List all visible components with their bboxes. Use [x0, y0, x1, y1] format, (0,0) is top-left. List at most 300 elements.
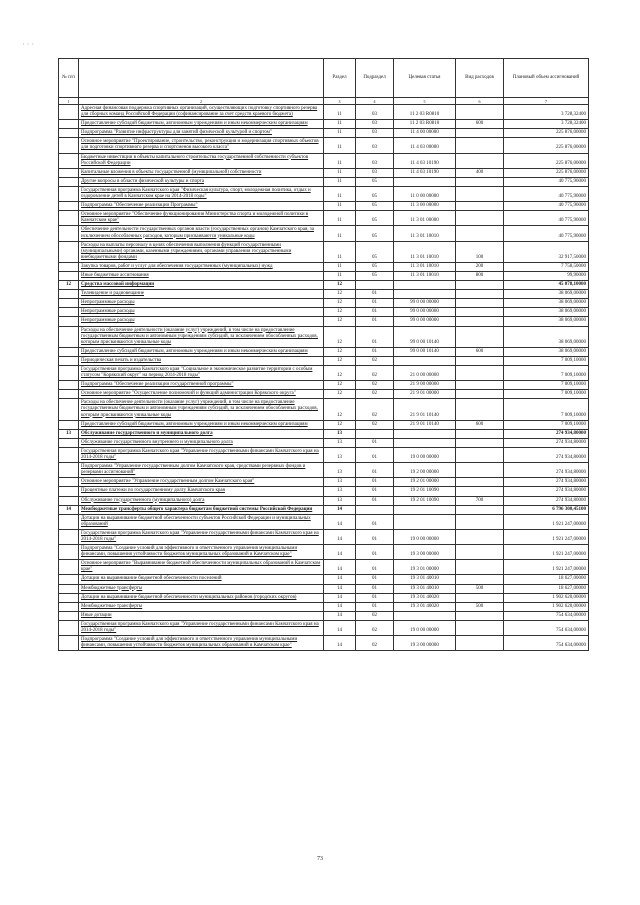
table-row [59, 593, 589, 602]
row-name-text: Государственная программа Камчатского края "Управление государственными финансами Камчатского края на 2014-2018 годы" [81, 621, 319, 633]
row-razdel-cell: 13 [324, 463, 356, 478]
row-number-cell [59, 602, 79, 611]
table-row [59, 366, 589, 381]
row-name-text: Подпрограмма "Управление государственным долгом Камчатского края, средствами резервных фондов и резервами ассигнований" [81, 464, 306, 476]
table-row [59, 514, 589, 529]
col-number: 3 [324, 98, 356, 105]
row-podrazdel-cell: 02 [356, 611, 394, 620]
row-vid-cell [456, 317, 504, 326]
row-name-cell [79, 487, 324, 496]
col-number: 4 [356, 98, 394, 105]
row-celevaya-cell: 19 3 01 40010 [394, 575, 456, 584]
row-name-text: Межбюджетные трансферты [81, 585, 143, 591]
row-name-cell [79, 438, 324, 447]
row-razdel-cell: 11 [324, 226, 356, 241]
row-amount-cell: 225 876,00000 [504, 138, 589, 153]
row-name-cell [79, 560, 324, 575]
table-row [59, 478, 589, 487]
row-number-cell [59, 478, 79, 487]
row-razdel-cell: 11 [324, 105, 356, 120]
row-razdel-cell: 12 [324, 381, 356, 390]
row-podrazdel-cell: 01 [356, 308, 394, 317]
row-celevaya-cell: 19 2 01 10090 [394, 496, 456, 505]
row-name-text: Основное мероприятие "Управление государственным долгом Камчатского края" [81, 479, 255, 485]
row-number-cell [59, 153, 79, 168]
row-number-cell [59, 290, 79, 299]
col-number: 5 [394, 98, 456, 105]
row-number-cell [59, 438, 79, 447]
row-name-text: Подпрограмма "Развитие инфраструктуры для занятий физической культурой и спортом" [81, 130, 272, 136]
row-amount-cell: 754 634,00000 [504, 636, 589, 651]
row-amount-cell: 1 921 247,00000 [504, 529, 589, 544]
row-name-cell [79, 429, 324, 438]
row-podrazdel-cell [356, 505, 394, 514]
row-amount-cell: 754 634,00000 [504, 620, 589, 635]
row-name-text: Подпрограмма "Создание условий для эффективного и ответственного управления муниципальными финансами, повышения устойчивости бюджетов муниципальных образований в Камчатском крае" [81, 637, 298, 649]
row-razdel-cell: 14 [324, 529, 356, 544]
row-name-cell [79, 390, 324, 399]
row-podrazdel-cell: 03 [356, 153, 394, 168]
row-number-cell [59, 105, 79, 120]
row-name-cell [79, 447, 324, 462]
table-row [59, 129, 589, 138]
row-vid-cell [456, 514, 504, 529]
row-name-cell [79, 356, 324, 365]
row-number-cell: 12 [59, 281, 79, 290]
table-row [59, 299, 589, 308]
row-name-cell [79, 262, 324, 271]
row-vid-cell [456, 326, 504, 347]
row-celevaya-cell: 19 3 00 00000 [394, 636, 456, 651]
row-name-text: Государственная программа Камчатского края "Физическая культура, спорт, молодежная политика, отдых и оздоровление детей в Камчатском крае на 2014-2018 годы" [81, 187, 311, 200]
table-row [59, 290, 589, 299]
table-row [59, 226, 589, 241]
row-razdel-cell: 12 [324, 308, 356, 317]
row-name-text: Иные дотации [81, 612, 112, 618]
row-vid-cell [456, 447, 504, 462]
row-celevaya-cell: 19 3 00 00000 [394, 545, 456, 560]
row-razdel-cell: 12 [324, 317, 356, 326]
row-podrazdel-cell: 05 [356, 271, 394, 280]
col-header-celevaya: Целевая статья [394, 59, 456, 98]
row-name-text: Предоставление субсидий бюджетным, автономным учреждениям и иным некоммерческим организациям [81, 348, 308, 354]
row-name-cell [79, 281, 324, 290]
table-row [59, 429, 589, 438]
row-number-cell: 13 [59, 429, 79, 438]
row-celevaya-cell [394, 281, 456, 290]
row-number-cell [59, 390, 79, 399]
row-number-cell [59, 308, 79, 317]
row-razdel-cell: 13 [324, 478, 356, 487]
row-number-cell [59, 168, 79, 177]
table-row [59, 120, 589, 129]
row-podrazdel-cell: 05 [356, 186, 394, 201]
row-name-cell [79, 478, 324, 487]
row-name-text: Непрограммные расходы [81, 300, 135, 306]
row-name-cell [79, 129, 324, 138]
row-amount-cell: 7 009,10000 [504, 366, 589, 381]
row-celevaya-cell: 21 9 01 10140 [394, 399, 456, 420]
row-name-text: Капитальные вложения в объекты государственной (муниципальной) собственности [81, 169, 262, 175]
row-vid-cell [456, 529, 504, 544]
row-name-cell [79, 138, 324, 153]
row-podrazdel-cell: 03 [356, 129, 394, 138]
row-podrazdel-cell: 05 [356, 226, 394, 241]
row-razdel-cell: 12 [324, 356, 356, 365]
table-row [59, 438, 589, 447]
row-podrazdel-cell: 02 [356, 381, 394, 390]
row-podrazdel-cell: 01 [356, 447, 394, 462]
row-podrazdel-cell: 03 [356, 168, 394, 177]
row-celevaya-cell [394, 514, 456, 529]
row-vid-cell [456, 186, 504, 201]
row-vid-cell: 100 [456, 241, 504, 262]
row-vid-cell [456, 560, 504, 575]
row-vid-cell [456, 281, 504, 290]
row-name-text: Обслуживание государственного внутреннего и муниципального долга [81, 439, 233, 445]
row-razdel-cell: 12 [324, 390, 356, 399]
row-vid-cell [456, 575, 504, 584]
row-number-cell [59, 399, 79, 420]
row-name-text: Подпрограмма "Обеспечение реализации Программы" [81, 203, 198, 209]
row-podrazdel-cell: 05 [356, 202, 394, 211]
row-number-cell: 14 [59, 505, 79, 514]
row-number-cell [59, 487, 79, 496]
row-razdel-cell: 11 [324, 168, 356, 177]
row-podrazdel-cell: 05 [356, 177, 394, 186]
table-body [59, 105, 589, 651]
row-amount-cell: 40 775,90000 [504, 177, 589, 186]
col-number: 6 [456, 98, 504, 105]
row-number-cell [59, 545, 79, 560]
table-row [59, 202, 589, 211]
row-podrazdel-cell: 01 [356, 290, 394, 299]
row-name-text: Бюджетные инвестиции в объекты капитального строительства государственной собственности субъектов Российской Федерации [81, 154, 309, 166]
row-amount-cell: 274 934,80000 [504, 438, 589, 447]
row-podrazdel-cell: 01 [356, 529, 394, 544]
row-number-cell [59, 381, 79, 390]
row-podrazdel-cell: 03 [356, 105, 394, 120]
row-name-text: Дотации на выравнивание бюджетной обеспеченности муниципальных районов (городских округов) [81, 594, 297, 600]
row-name-text: Обеспечение деятельности государственных органов власти (государственных органов) Камчатского края, за исключением обособленных расходов, которым присваиваются уникальные коды [81, 227, 314, 239]
row-razdel-cell: 13 [324, 496, 356, 505]
row-name-text: Основное мероприятие "Обеспечение функционирования Министерства спорта и молодежной политики в Камчатском крае" [81, 212, 309, 224]
row-name-cell [79, 211, 324, 226]
row-name-text: Периодическая печать и издательства [81, 357, 162, 363]
table-row [59, 262, 589, 271]
row-name-text: Непрограммные расходы [81, 318, 135, 324]
row-celevaya-cell: 99 0 00 10140 [394, 326, 456, 347]
table-row [59, 636, 589, 651]
row-razdel-cell: 12 [324, 299, 356, 308]
row-vid-cell [456, 487, 504, 496]
row-razdel-cell: 13 [324, 438, 356, 447]
row-vid-cell: 600 [456, 347, 504, 356]
row-name-cell [79, 308, 324, 317]
table-row [59, 505, 589, 514]
row-podrazdel-cell: 01 [356, 463, 394, 478]
row-amount-cell: 32 917,50000 [504, 241, 589, 262]
table-row [59, 575, 589, 584]
row-amount-cell: 40 775,90000 [504, 202, 589, 211]
row-amount-cell: 18 627,00000 [504, 584, 589, 593]
row-name-cell [79, 290, 324, 299]
row-name-text: Подпрограмма "Создание условий для эффективного и ответственного управления муниципальными финансами, повышения устойчивости бюджетов муниципальных образований в Камчатском крае" [81, 546, 298, 558]
row-name-cell [79, 226, 324, 241]
row-number-cell [59, 636, 79, 651]
row-celevaya-cell: 11 3 01 10010 [394, 226, 456, 241]
row-name-text: Подпрограмма "Обеспечение реализации государственной программы" [81, 382, 234, 388]
row-name-cell [79, 620, 324, 635]
row-podrazdel-cell: 01 [356, 438, 394, 447]
row-razdel-cell: 12 [324, 347, 356, 356]
row-number-cell [59, 211, 79, 226]
col-header-vid: Вид расходов [456, 59, 504, 98]
row-razdel-cell: 14 [324, 560, 356, 575]
row-celevaya-cell [394, 429, 456, 438]
row-vid-cell: 600 [456, 420, 504, 429]
row-number-cell [59, 529, 79, 544]
row-number-cell [59, 271, 79, 280]
table-row [59, 611, 589, 620]
row-name-text: Иные бюджетные ассигнования [81, 272, 149, 278]
row-amount-cell: 7 009,10000 [504, 420, 589, 429]
col-header-razdel: Раздел [324, 59, 356, 98]
row-number-cell [59, 611, 79, 620]
row-vid-cell [456, 290, 504, 299]
table-row [59, 281, 589, 290]
row-number-cell [59, 620, 79, 635]
row-celevaya-cell [394, 438, 456, 447]
row-number-cell [59, 262, 79, 271]
row-podrazdel-cell: 01 [356, 478, 394, 487]
row-vid-cell [456, 611, 504, 620]
row-number-cell [59, 299, 79, 308]
row-vid-cell: 500 [456, 584, 504, 593]
row-vid-cell [456, 105, 504, 120]
row-razdel-cell: 14 [324, 593, 356, 602]
column-number-row [59, 98, 589, 105]
row-vid-cell [456, 505, 504, 514]
header-row [59, 59, 589, 98]
table-row [59, 326, 589, 347]
row-podrazdel-cell: 01 [356, 299, 394, 308]
budget-table [58, 58, 589, 651]
row-name-text: Непрограммные расходы [81, 309, 135, 315]
row-name-cell [79, 120, 324, 129]
row-celevaya-cell: 11 0 00 00000 [394, 186, 456, 201]
table-row [59, 620, 589, 635]
row-razdel-cell: 11 [324, 153, 356, 168]
row-number-cell [59, 317, 79, 326]
row-name-text: Другие вопросы в области физической культуры и спорта [81, 178, 204, 184]
row-razdel-cell: 14 [324, 636, 356, 651]
row-podrazdel-cell: 01 [356, 593, 394, 602]
row-razdel-cell: 12 [324, 281, 356, 290]
row-razdel-cell: 14 [324, 611, 356, 620]
row-name-cell [79, 575, 324, 584]
row-vid-cell: 600 [456, 120, 504, 129]
row-razdel-cell: 11 [324, 271, 356, 280]
row-razdel-cell: 12 [324, 326, 356, 347]
row-amount-cell: 18 627,00000 [504, 575, 589, 584]
row-name-text: Государственная программа Камчатского края "Управление государственными финансами Камчатского края на 2014-2018 годы" [81, 530, 319, 542]
row-amount-cell: 274 934,80000 [504, 496, 589, 505]
row-amount-cell: 7 009,10000 [504, 356, 589, 365]
row-celevaya-cell: 19 2 01 00000 [394, 478, 456, 487]
row-celevaya-cell [394, 356, 456, 365]
row-vid-cell [456, 636, 504, 651]
table-row [59, 356, 589, 365]
row-vid-cell [456, 356, 504, 365]
row-number-cell [59, 496, 79, 505]
table-row [59, 487, 589, 496]
row-vid-cell: 400 [456, 168, 504, 177]
row-razdel-cell: 11 [324, 186, 356, 201]
row-podrazdel-cell: 02 [356, 420, 394, 429]
row-vid-cell [456, 366, 504, 381]
row-name-text: Расходы на обеспечение деятельности (оказание услуг) учреждений, в том числе на предоставление государственным бюджетным и автономным учреждениям субсидий, за исключением обособленных расходов, которым присваиваются уникальные коды [81, 400, 318, 418]
col-number: 1 [59, 98, 79, 105]
row-razdel-cell: 14 [324, 545, 356, 560]
row-name-cell [79, 496, 324, 505]
row-name-cell [79, 611, 324, 620]
row-celevaya-cell [394, 505, 456, 514]
row-celevaya-cell: 11 4 03 00000 [394, 138, 456, 153]
row-name-cell [79, 271, 324, 280]
row-podrazdel-cell: 01 [356, 545, 394, 560]
row-celevaya-cell: 19 3 01 40010 [394, 584, 456, 593]
row-name-cell [79, 593, 324, 602]
row-celevaya-cell: 99 0 00 00000 [394, 317, 456, 326]
row-vid-cell [456, 399, 504, 420]
row-amount-cell: 3 728,32400 [504, 120, 589, 129]
row-vid-cell [456, 545, 504, 560]
row-celevaya-cell [394, 611, 456, 620]
row-celevaya-cell: 11 3 01 10010 [394, 262, 456, 271]
row-name-text: Дотации на выравнивание бюджетной обеспеченности поселений [81, 576, 222, 582]
row-vid-cell [456, 299, 504, 308]
row-celevaya-cell: 11 3 01 10010 [394, 271, 456, 280]
row-vid-cell [456, 226, 504, 241]
row-razdel-cell: 12 [324, 366, 356, 381]
row-name-text: Основное мероприятие "Проектирование, строительство, реконструкция и модернизация спортивных объектов для подготовки спортивного резерва и спортсменов высокого класса" [81, 139, 319, 151]
row-number-cell [59, 584, 79, 593]
row-amount-cell: 274 934,80000 [504, 447, 589, 462]
row-celevaya-cell: 11 3 00 00000 [394, 202, 456, 211]
table-row [59, 390, 589, 399]
row-vid-cell [456, 138, 504, 153]
row-amount-cell: 225 876,00000 [504, 153, 589, 168]
row-name-cell [79, 420, 324, 429]
row-celevaya-cell: 11 4 00 00000 [394, 129, 456, 138]
row-amount-cell: 99,90000 [504, 271, 589, 280]
col-number: 7 [504, 98, 589, 105]
row-razdel-cell: 14 [324, 620, 356, 635]
row-name-cell [79, 463, 324, 478]
row-name-cell [79, 602, 324, 611]
row-celevaya-cell: 19 3 01 40020 [394, 593, 456, 602]
row-podrazdel-cell: 02 [356, 620, 394, 635]
row-name-cell [79, 241, 324, 262]
row-number-cell [59, 447, 79, 462]
col-header-name [79, 59, 324, 98]
row-amount-cell: 1 921 247,00000 [504, 560, 589, 575]
row-name-text: Основное мероприятие "Выравнивание бюджетной обеспеченности муниципальных образований в Камчатском крае" [81, 561, 321, 573]
row-celevaya-cell: 21 0 00 00000 [394, 366, 456, 381]
row-podrazdel-cell: 01 [356, 496, 394, 505]
row-name-text: Телевидение и радиовещание [81, 291, 144, 297]
row-amount-cell: 38 069,00000 [504, 308, 589, 317]
row-celevaya-cell: 19 2 00 00000 [394, 463, 456, 478]
row-amount-cell: 38 069,00000 [504, 347, 589, 356]
row-amount-cell: 38 069,00000 [504, 326, 589, 347]
row-amount-cell: 274 934,80000 [504, 487, 589, 496]
row-name-cell [79, 177, 324, 186]
row-name-text: Средства массовой информации [81, 282, 155, 288]
row-amount-cell: 274 934,80000 [504, 463, 589, 478]
row-name-cell [79, 168, 324, 177]
row-razdel-cell: 11 [324, 129, 356, 138]
row-name-cell [79, 545, 324, 560]
row-vid-cell [456, 177, 504, 186]
row-razdel-cell: 14 [324, 602, 356, 611]
row-podrazdel-cell [356, 281, 394, 290]
row-celevaya-cell: 99 0 00 10140 [394, 347, 456, 356]
row-name-text: Государственная программа Камчатского края "Социальное и экономическое развитие территории с особым статусом "Корякский округ" на период 2014-2018 годы" [81, 367, 313, 379]
row-name-text: Расходы на выплаты персоналу в целях обеспечения выполнения функций государственными (муниципальными) органами, казенными учреждениями, органами управления государственными внебюджетными фондами [81, 242, 292, 260]
row-vid-cell [456, 129, 504, 138]
table-row [59, 584, 589, 593]
row-name-cell [79, 381, 324, 390]
row-razdel-cell: 11 [324, 211, 356, 226]
row-amount-cell: 225 876,00000 [504, 129, 589, 138]
row-name-text: Обслуживание государственного (муниципального) долга [81, 497, 205, 503]
row-celevaya-cell: 19 0 00 00000 [394, 447, 456, 462]
row-razdel-cell: 13 [324, 447, 356, 462]
row-number-cell [59, 177, 79, 186]
row-celevaya-cell: 11 4 03 10190 [394, 168, 456, 177]
row-name-cell [79, 317, 324, 326]
row-name-text: Процентные платежи по государственному долгу Камчатского края [81, 488, 225, 494]
row-number-cell [59, 514, 79, 529]
row-name-cell [79, 202, 324, 211]
row-name-text: Основное мероприятие "Осуществление полномочий и функций администрации Корякского округа" [81, 391, 296, 397]
row-celevaya-cell [394, 177, 456, 186]
row-number-cell [59, 593, 79, 602]
row-name-text: Предоставление субсидий бюджетным, автономным учреждениям и иным некоммерческим организациям [81, 421, 308, 427]
table-row [59, 105, 589, 120]
row-name-cell [79, 636, 324, 651]
row-podrazdel-cell: 01 [356, 487, 394, 496]
row-amount-cell: 40 775,90000 [504, 226, 589, 241]
row-amount-cell: 1 902 620,00000 [504, 593, 589, 602]
row-celevaya-cell: 11 3 01 10010 [394, 241, 456, 262]
table-row [59, 168, 589, 177]
col-header-amount: Плановый объем ассигнований [504, 59, 589, 98]
table-row [59, 317, 589, 326]
row-razdel-cell: 11 [324, 138, 356, 153]
row-amount-cell: 38 069,00000 [504, 299, 589, 308]
row-vid-cell: 500 [456, 602, 504, 611]
row-amount-cell: 7 009,10000 [504, 390, 589, 399]
row-podrazdel-cell: 02 [356, 399, 394, 420]
row-podrazdel-cell: 01 [356, 514, 394, 529]
row-number-cell [59, 366, 79, 381]
row-amount-cell: 274 934,80000 [504, 429, 589, 438]
table-row [59, 241, 589, 262]
row-name-cell [79, 505, 324, 514]
